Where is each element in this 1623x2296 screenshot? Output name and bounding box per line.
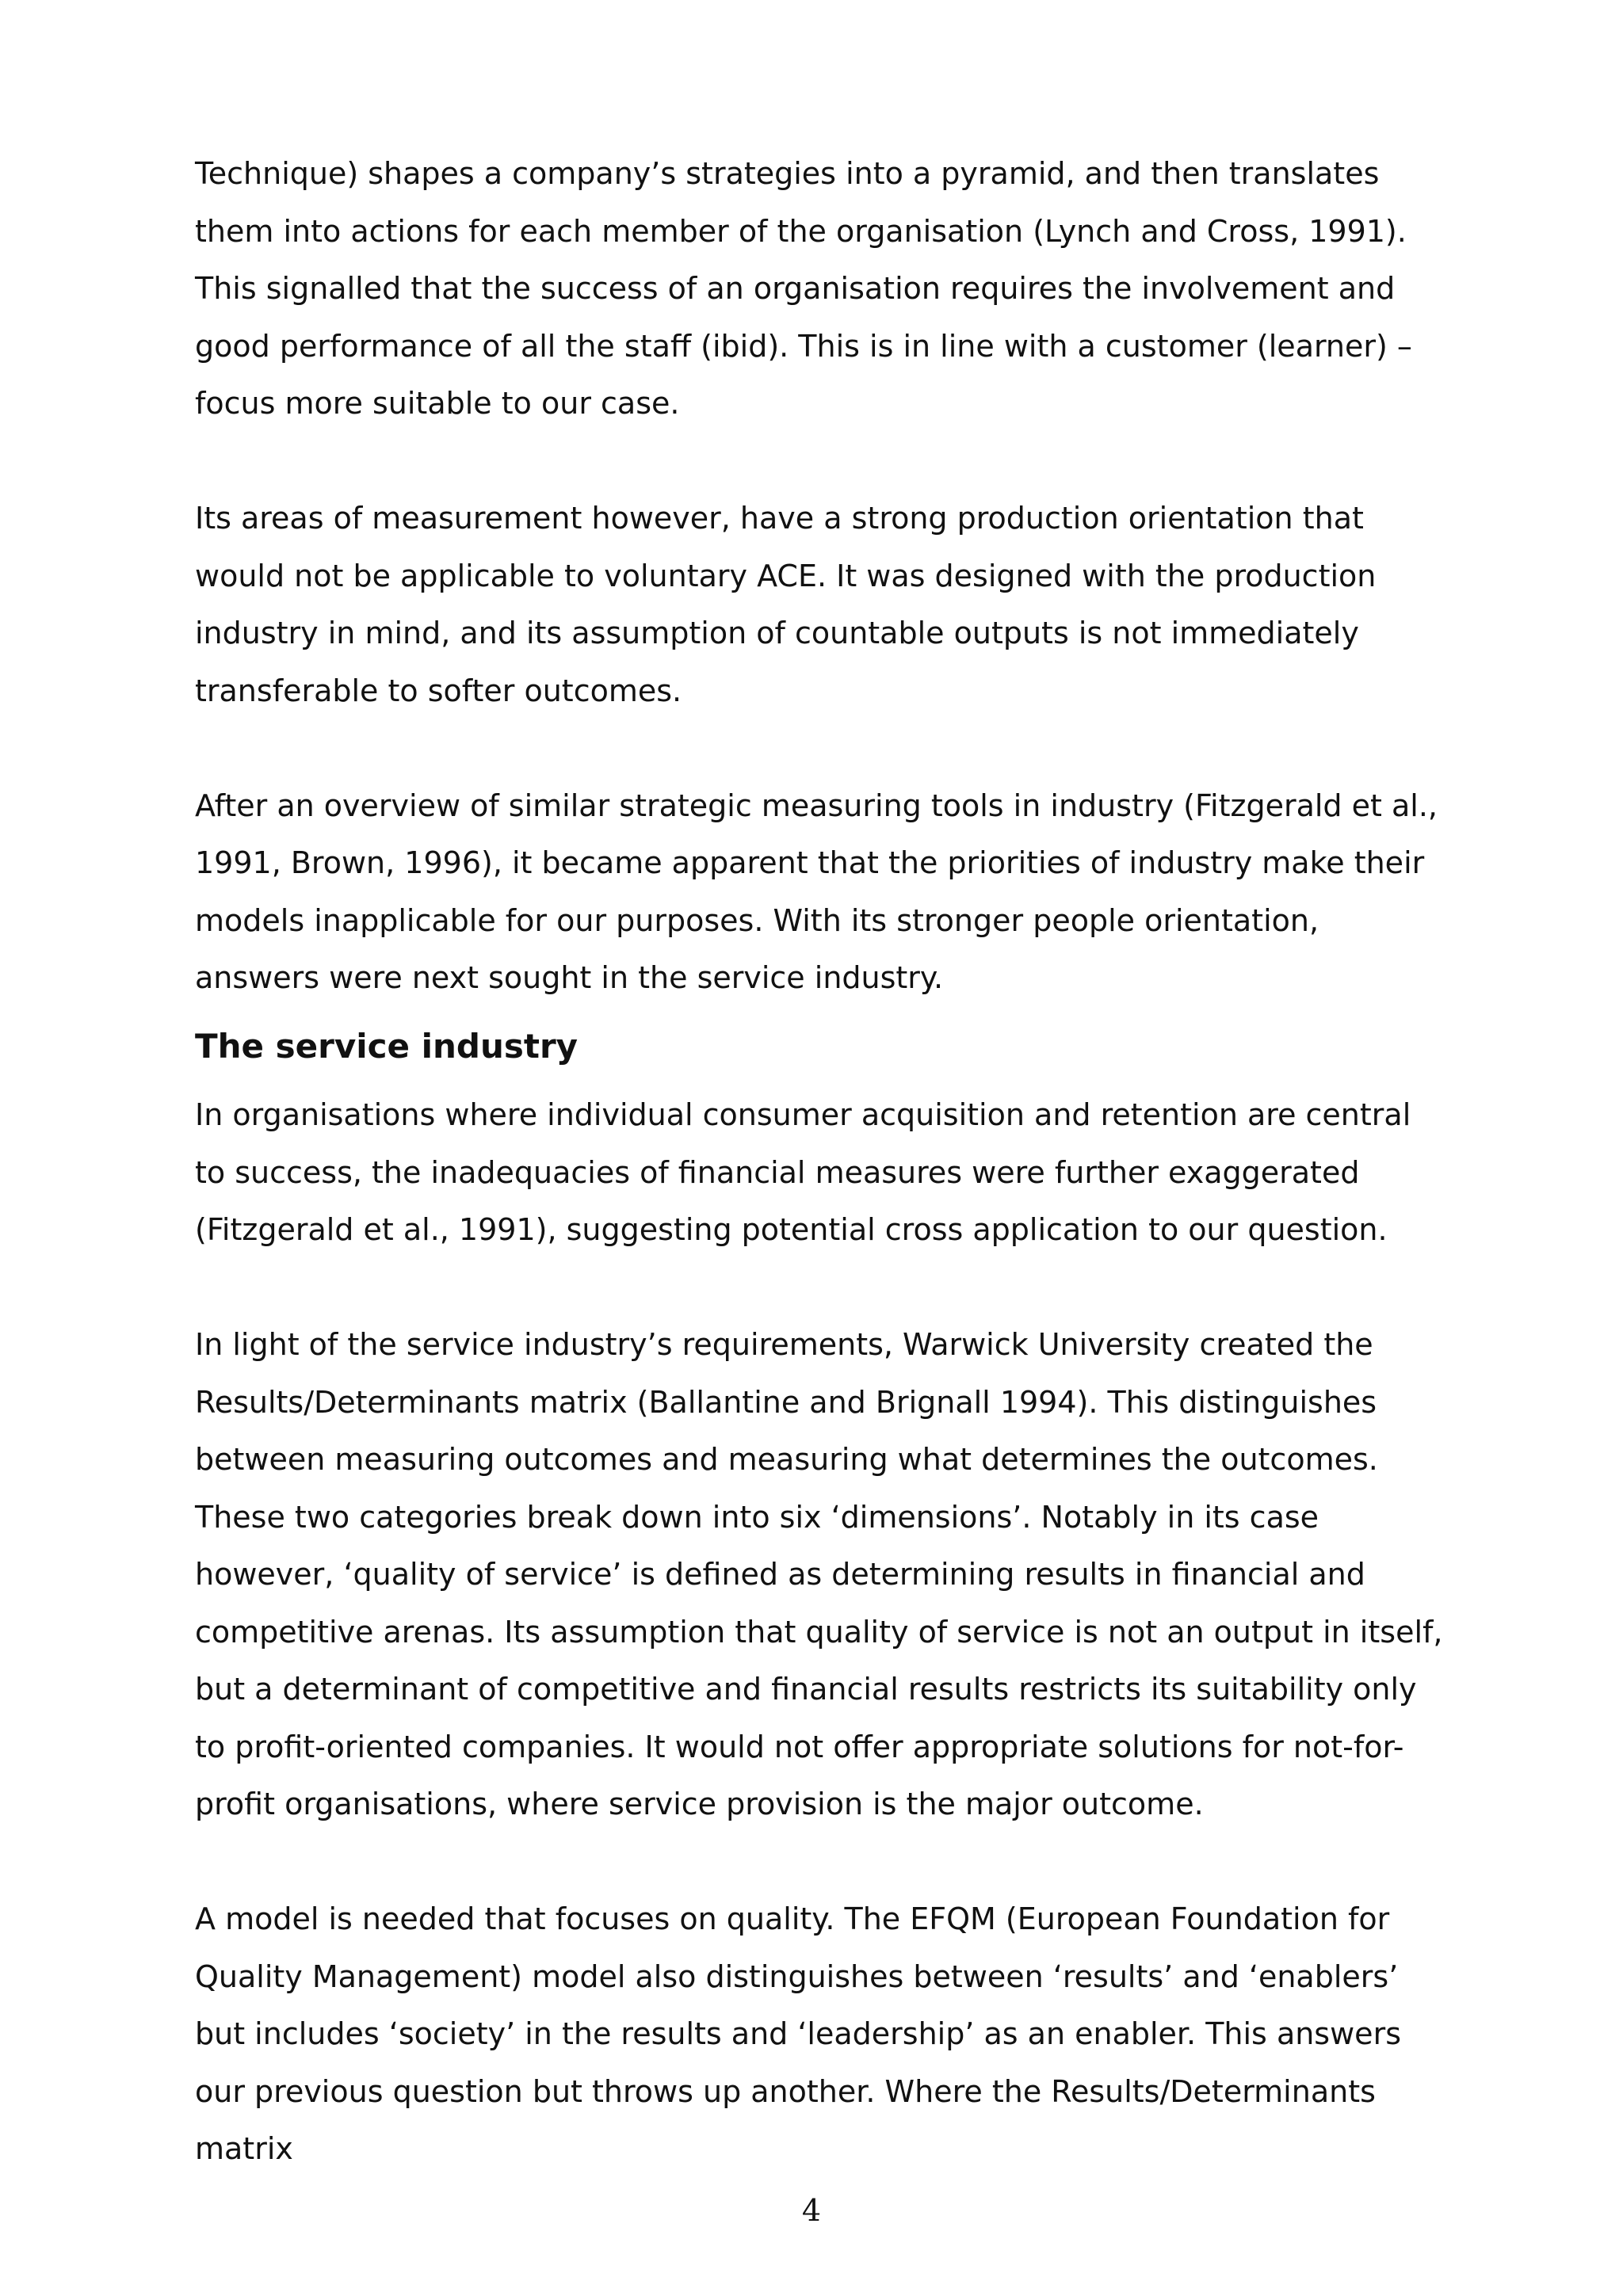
paragraph-production-orientation: Its areas of measurement however, have a strong production orientation that would not be applicable to voluntary ACE. It was designed with the production industry in mind, and its assumption of countable outputs is not immediately transferable to softer outcomes. — [195, 501, 1377, 708]
paragraph-results-determinants: In light of the service industry’s requirements, Warwick University created the Results/Determinants matrix (Ballantine and Brignall 1994). This distinguishes between measuring outcomes and measuring what determines the outcomes. These two categories break down into six ‘dimensions’. Notably in its case however, ‘quality of service’ is defined as determining results in financial and competitive arenas. Its assumption that quality of service is not an output in itself, but a determinant of competitive and financial results restricts its suitability only to profit-oriented companies. It would not offer appropriate solutions for not-for-profit organisations, where service provision is the major outcome. — [195, 1327, 1443, 1821]
paragraph-strategic-tools: After an overview of similar strategic measuring tools in industry (Fitzgerald et al., 1991, Brown, 1996), it became apparent that the priorities of industry make their models inapplicable for our purposes. With its stronger people orientation, answers were next sought in the service industry. — [195, 788, 1438, 995]
section-heading: The service industry — [195, 1026, 579, 1066]
paragraph-efqm-model: A model is needed that focuses on quality. The EFQM (European Foundation for Quality Management) model also distinguishes between ‘results’ and ‘enablers’ but includes ‘society’ in the results and ‘leadership’ as an enabler. This answers our previous question but throws up another. Where the Results/Determinants matrix — [195, 1901, 1401, 2166]
paragraph-consumer-acquisition: In organisations where individual consumer acquisition and retention are central to success, the inadequacies of financial measures were further exaggerated (Fitzgerald et al., 1991), suggesting potential cross application to our question. — [195, 1097, 1411, 1247]
document-body — [195, 145, 1447, 2178]
paragraph-pyramid-technique: Technique) shapes a company’s strategies into a pyramid, and then translates them into actions for each member of the organisation (Lynch and Cross, 1991). This signalled that the success of an organisation requires the involvement and good performance of all the staff (ibid). This is in line with a customer (learner) –focus more suitable to our case. — [195, 156, 1412, 421]
page-number: 4 — [801, 2193, 822, 2228]
